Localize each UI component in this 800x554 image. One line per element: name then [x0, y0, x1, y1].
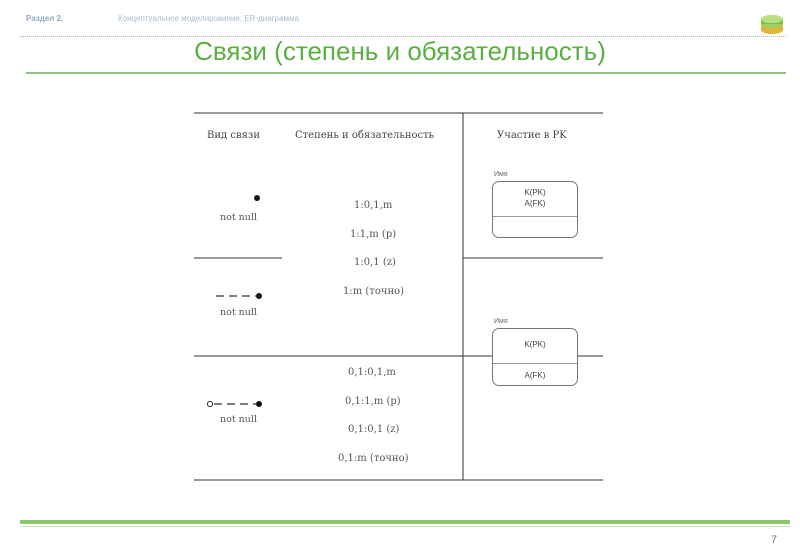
col-header-type: Вид связи: [207, 130, 261, 141]
entity-name-1: Имя: [494, 171, 508, 178]
entity-box-1: [492, 181, 578, 238]
degree-7: 0,1:0,1 (z): [348, 424, 400, 435]
entity-box-2: [492, 328, 578, 386]
not-null-label-2: not null: [220, 307, 257, 318]
degree-4: 1:m (точно): [343, 286, 405, 297]
degree-3: 1:0,1 (z): [354, 257, 396, 268]
degree-8: 0,1:m (точно): [338, 453, 409, 464]
degree-1: 1:0,1,m: [354, 200, 393, 211]
degree-2: 1:1,m (p): [350, 229, 397, 240]
entity-key-2: K(PK): [524, 340, 546, 349]
entity-key-1: K(PK): [524, 188, 546, 197]
entity-divider-1: [493, 216, 577, 217]
header-topic: Концептуальное моделирование, ER-диаграмма: [118, 14, 299, 23]
col-header-degree: Степень и обязательность: [295, 130, 435, 141]
relation-symbol-optional: [204, 398, 266, 410]
page-title: Связи (степень и обязательность): [194, 36, 606, 66]
page-number: 7: [771, 534, 778, 546]
degree-6: 0,1:1,m (p): [345, 396, 401, 407]
not-null-label-1: not null: [220, 212, 257, 223]
relation-symbol-solid: [250, 192, 264, 204]
footer-bar-light: [20, 526, 790, 527]
entity-fk-2: A(FK): [524, 371, 546, 380]
footer-bar: [20, 520, 790, 524]
header-section: Раздел 2.: [26, 14, 64, 23]
entity-name-2: Имя: [494, 318, 508, 325]
col-header-pk: Участие в PK: [497, 130, 567, 141]
degree-5: 0,1:0,1,m: [348, 367, 396, 378]
not-null-label-3: not null: [220, 414, 257, 425]
entity-divider-2: [493, 363, 577, 364]
relation-symbol-dashed: [214, 290, 266, 302]
entity-fk-1: A(FK): [524, 199, 546, 208]
